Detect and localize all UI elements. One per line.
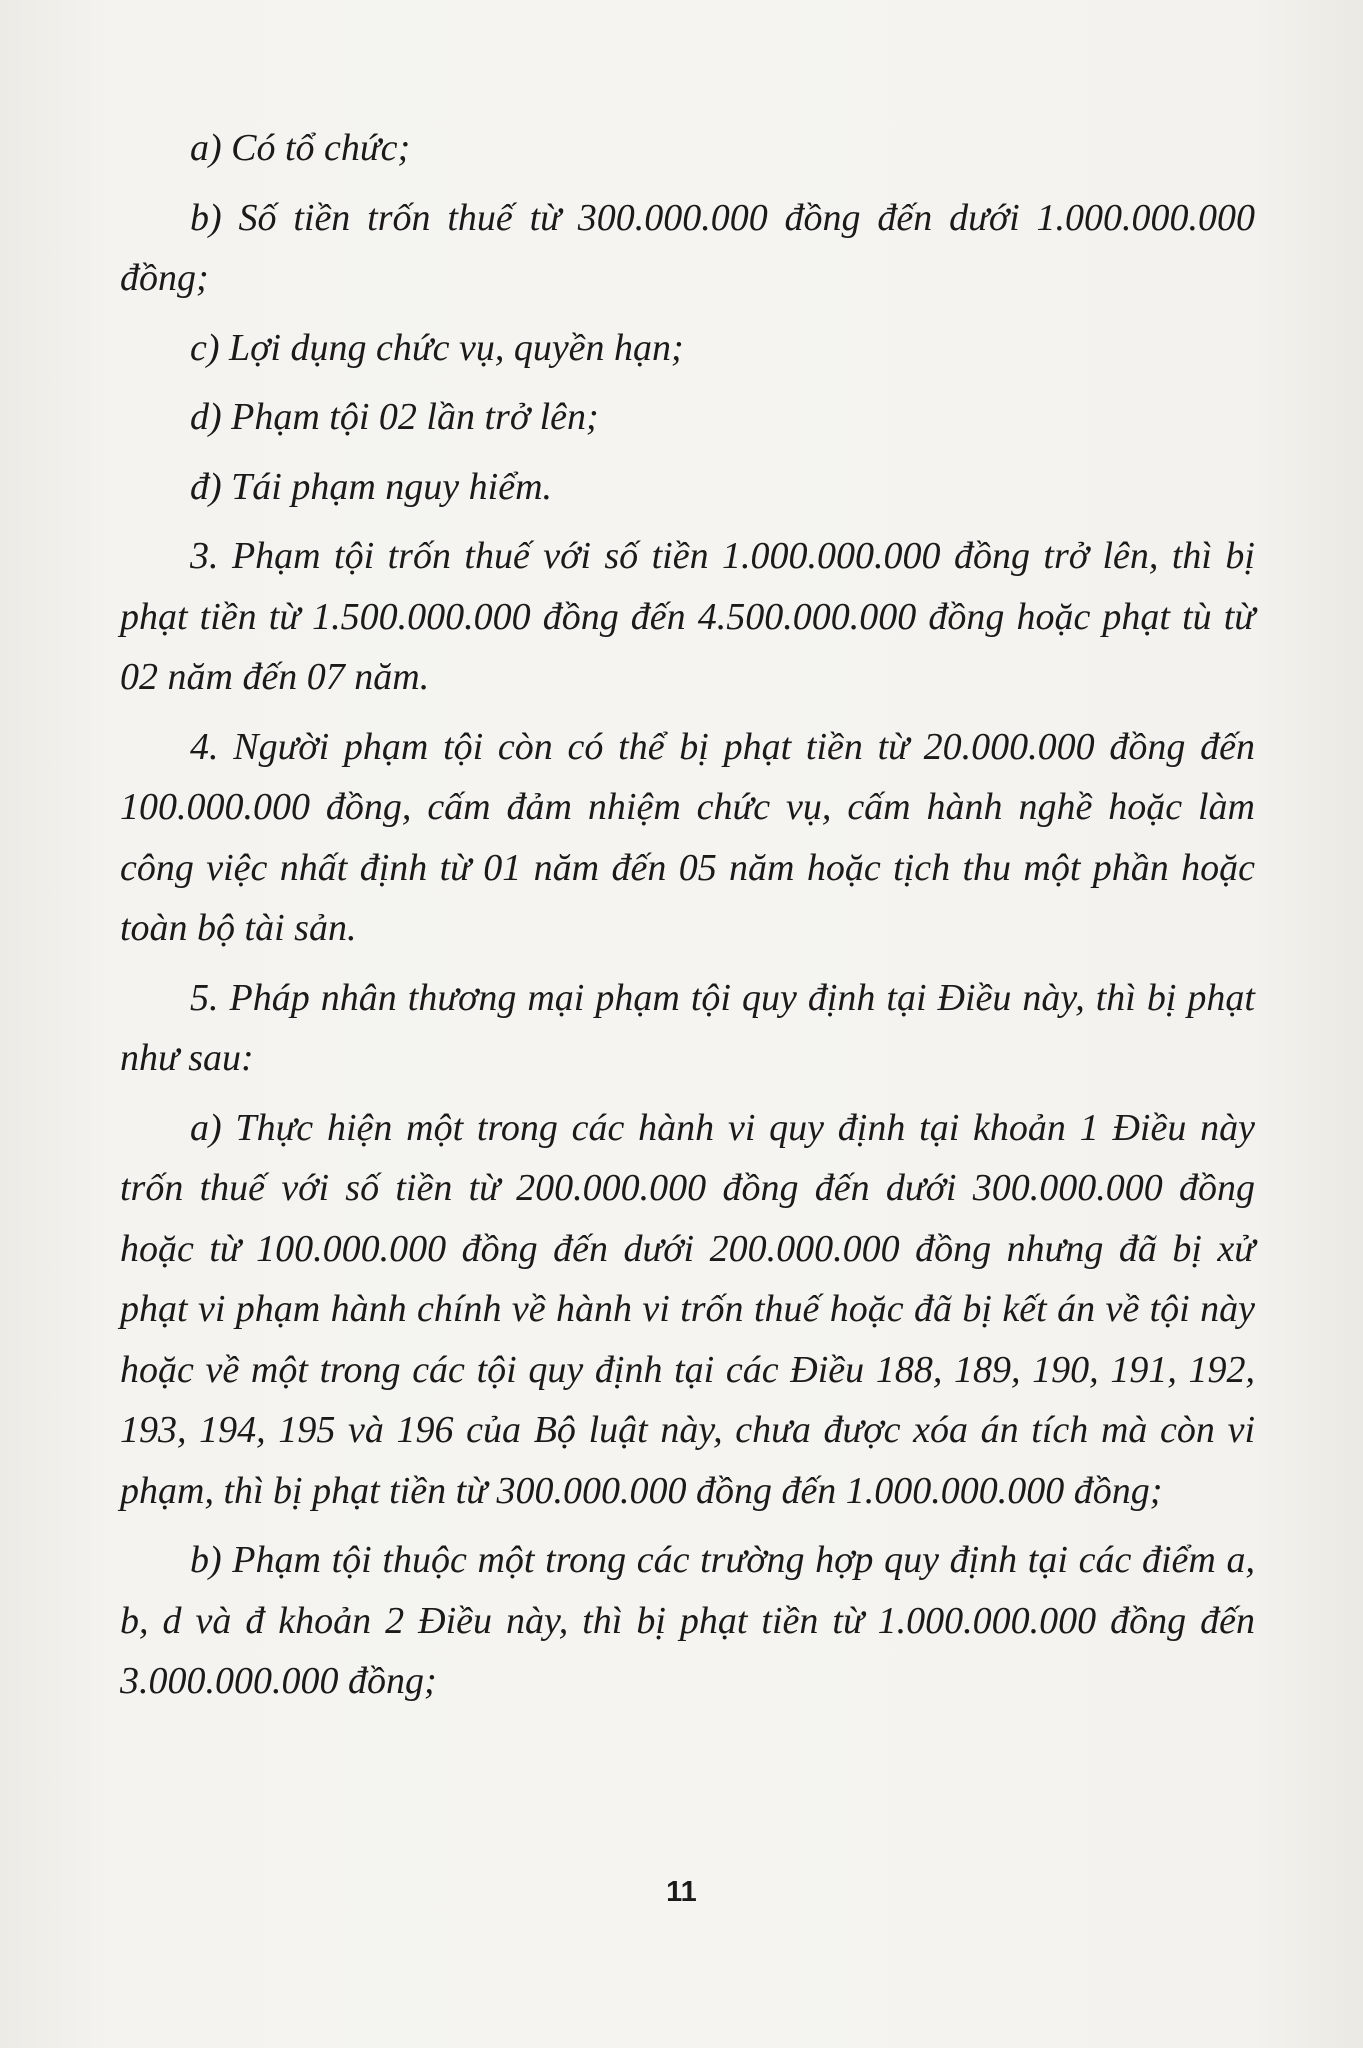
body-text (120, 118, 1255, 1712)
paragraph-dd-dangerous-recidivism: đ) Tái phạm nguy hiểm. (190, 465, 553, 508)
clause-5-point-a: a) Thực hiện một trong các hành vi quy định tại khoản 1 Điều này trốn thuế với số tiền từ 200.000.000 đồng đến dưới 300.000.000 đồng hoặc từ 100.000.000 đồng đến dưới 200.000.000 đồng nhưng đã bị xử phạt vi phạm hành chính về hành vi trốn thuế hoặc đã bị kết án về tội này hoặc về một trong các tội quy định tại các Điều 188, 189, 190, 191, 192, 193, 194, 195 và 196 của Bộ luật này, chưa được xóa án tích mà còn vi phạm, thì bị phạt tiền từ 300.000.000 đồng đến 1.000.000.000 đồng; (120, 1106, 1255, 1512)
clause-5-point-b: b) Phạm tội thuộc một trong các trường hợp quy định tại các điểm a, b, d và đ khoản 2 Điều này, thì bị phạt tiền từ 1.000.000.000 đồng đến 3.000.000.000 đồng; (120, 1539, 1255, 1702)
clause-4: 4. Người phạm tội còn có thể bị phạt tiền từ 20.000.000 đồng đến 100.000.000 đồng, cấm đảm nhiệm chức vụ, cấm hành nghề hoặc làm công việc nhất định từ 01 năm đến 05 năm hoặc tịch thu một phần hoặc toàn bộ tài sản. (120, 725, 1255, 949)
page-number: 11 (666, 1876, 697, 1908)
paragraph-b-evaded-amount: b) Số tiền trốn thuế từ 300.000.000 đồng đến dưới 1.000.000.000 đồng; (120, 196, 1255, 299)
paragraph-a-organized: a) Có tổ chức; (190, 127, 411, 169)
clause-3: 3. Phạm tội trốn thuế với số tiền 1.000.000.000 đồng trở lên, thì bị phạt tiền từ 1.500.000.000 đồng đến 4.500.000.000 đồng hoặc phạt tù từ 02 năm đến 07 năm. (120, 535, 1255, 698)
paragraph-c-abuse-of-position: c) Lợi dụng chức vụ, quyền hạn; (190, 326, 684, 369)
clause-5: 5. Pháp nhân thương mại phạm tội quy định tại Điều này, thì bị phạt như sau: (120, 976, 1255, 1079)
paragraph-d-repeat-offense: d) Phạm tội 02 lần trở lên; (190, 396, 599, 438)
